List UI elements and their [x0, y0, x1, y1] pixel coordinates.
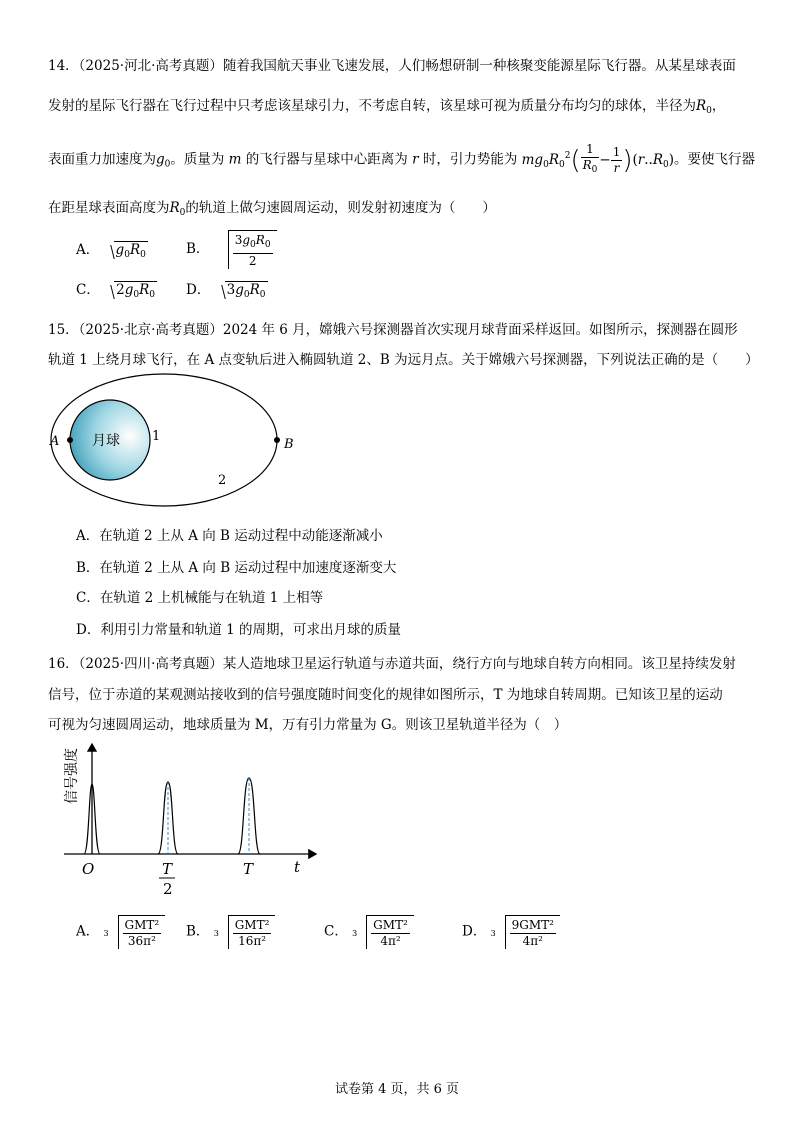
option-num: GMT²	[124, 918, 160, 932]
page-footer: 试卷第 4 页，共 6 页	[334, 1082, 460, 1097]
tick-full-label: T	[243, 860, 254, 878]
q15-option-a[interactable]: A．在轨道 2 上从 A 向 B 运动过程中动能逐渐减小	[76, 528, 383, 544]
q16-option-c[interactable]: C． 3 $\frac{\text{GMT²}}{\text{4π²}}$	[324, 915, 414, 949]
x-axis-label: t	[294, 858, 301, 876]
q14-line-4b: 的轨道上做匀速圆周运动，则发射初速度为（ ）	[185, 200, 496, 216]
option-label: B．	[186, 241, 210, 257]
q14-line-2-text: 发射的星际飞行器在飞行过程中只考虑该星球引力，不考虑自转，该星球可视为质量分布均匀的球体，半径为	[48, 98, 696, 114]
q14-line-3: 表面重力加速度为$g_0$。质量为 m 的飞行器与星球中心距离为 r 时，引力势能为 $mg_0R_0^2$( $\frac{1}{R_0}$ − $\frac{1}{r}$ )$(r..R_0)$。要使飞行器	[48, 142, 756, 175]
option-num: GMT²	[373, 918, 408, 932]
q14-option-a[interactable]: A． $g_0R_0$	[76, 242, 146, 260]
q14-line-3c: 的飞行器与星球中心距离为	[245, 151, 408, 168]
moon-label: 月球	[92, 433, 120, 449]
q14-option-b[interactable]: B． $\frac{3g_0R_0}{2}$	[186, 230, 277, 269]
q15-line-2: 轨道 1 上绕月球飞行，在 A 点变轨后进入椭圆轨道 2、B 为远月点。关于嫦娥六号探测器，下列说法正确的是（ ）	[48, 352, 759, 368]
q14-line-3b: 。质量为	[170, 151, 225, 168]
orbit-2-label: 2	[218, 473, 227, 488]
option-label: D．	[462, 923, 487, 940]
point-b-dot	[274, 437, 280, 443]
q14-line-3d: 时，引力势能为	[422, 151, 518, 168]
q14-line-1: 14．（2025·河北·高考真题）随着我国航天事业飞速发展，人们畅想研制一种核聚变能源星际飞行器。从某星球表面	[48, 58, 736, 74]
q15-option-b[interactable]: B．在轨道 2 上从 A 向 B 运动过程中加速度逐渐变大	[76, 560, 397, 576]
option-den: 36π²	[127, 934, 156, 948]
potential-energy-formula: $mg_0R_0^2$( $\frac{1}{R_0}$ − $\frac{1}{r}$ )$(r..R_0)$	[521, 142, 675, 175]
point-b-label: B	[284, 437, 294, 452]
orbit-diagram	[44, 368, 304, 516]
y-axis-label: 信号强度	[64, 748, 80, 804]
option-label: A．	[76, 242, 100, 258]
q16-option-b[interactable]: B． 3 $\frac{\text{GMT²}}{\text{16π²}}$	[186, 915, 275, 949]
q16-line-1: 16．（2025·四川·高考真题）某人造地球卫星运行轨道与赤道共面，绕行方向与地球自转方向相同。该卫星持续发射	[48, 656, 736, 672]
tick-half-den: 2	[163, 880, 173, 898]
q14-line-2: 发射的星际飞行器在飞行过程中只考虑该星球引力，不考虑自转，该星球可视为质量分布均匀的球体，半径为$R_0$，	[48, 98, 726, 116]
option-label: C．	[76, 282, 100, 298]
q15-option-d[interactable]: D．利用引力常量和轨道 1 的周期，可求出月球的质量	[76, 622, 401, 638]
option-label: A．	[76, 923, 100, 940]
q14-line-3a: 表面重力加速度为	[48, 151, 156, 168]
point-a-label: A	[50, 434, 60, 449]
q14-line-4: 在距星球表面高度为$R_0$的轨道上做匀速圆周运动，则发射初速度为（ ）	[48, 200, 496, 218]
option-den: 4π²	[380, 934, 401, 948]
q16-line-3: 可视为匀速圆周运动，地球质量为 M，万有引力常量为 G。则该卫星轨道半径为（ ）	[48, 717, 568, 733]
option-label: D．	[186, 282, 211, 298]
orbit-1-label: 1	[152, 429, 161, 444]
option-label: B．	[186, 923, 210, 940]
signal-graph	[58, 740, 328, 902]
point-a-dot	[67, 437, 73, 443]
q14-line-3e: 。要使飞行器	[674, 151, 756, 168]
option-num: GMT²	[234, 918, 270, 932]
option-label: C．	[324, 923, 348, 940]
q16-option-d[interactable]: D． 3 $\frac{\text{9GMT²}}{\text{4π²}}$	[462, 915, 560, 949]
origin-label: O	[82, 860, 95, 878]
q14-option-d[interactable]: D． $3g_0R_0$	[186, 282, 266, 300]
option-num: 9GMT²	[511, 918, 554, 932]
tick-half-num: T	[162, 860, 173, 878]
q15-option-c[interactable]: C．在轨道 2 上机械能与在轨道 1 上相等	[76, 590, 324, 606]
q14-option-c[interactable]: C． $2g_0R_0$	[76, 282, 156, 300]
option-den: 4π²	[522, 934, 543, 948]
q16-option-a[interactable]: A． 3 $\frac{\text{GMT²}}{\text{36π²}}$	[76, 915, 165, 949]
q15-line-1: 15．（2025·北京·高考真题）2024 年 6 月，嫦娥六号探测器首次实现月球背面采样返回。如图所示，探测器在圆形	[48, 322, 738, 338]
q14-line-4a: 在距星球表面高度为	[48, 200, 170, 216]
q16-line-2: 信号，位于赤道的某观测站接收到的信号强度随时间变化的规律如图所示，T 为地球自转周期。已知该卫星的运动	[48, 687, 723, 703]
option-den: 16π²	[238, 934, 267, 948]
